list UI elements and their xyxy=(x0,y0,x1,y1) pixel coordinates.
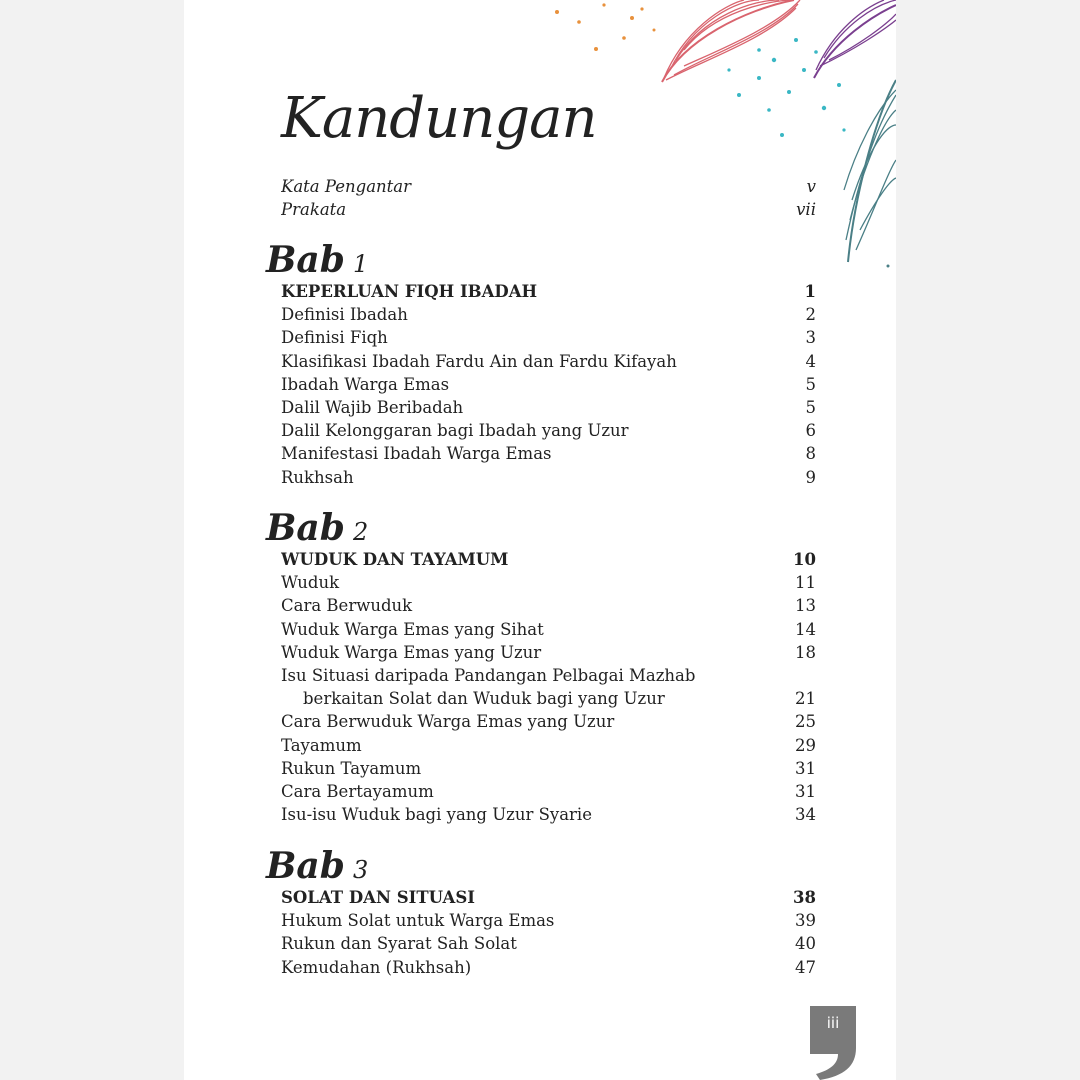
toc-entry xyxy=(281,909,816,932)
toc-entry-page: 31 xyxy=(795,758,816,778)
toc-entry xyxy=(281,571,816,594)
toc-entry xyxy=(281,396,816,419)
toc-entry-page: 1 xyxy=(804,282,816,301)
chapter-heading xyxy=(281,548,816,571)
toc-entry-label: Rukun dan Syarat Sah Solat xyxy=(281,934,517,954)
toc-entry-page: 8 xyxy=(805,444,816,464)
toc-entry xyxy=(281,303,816,326)
toc-entry-label: Ibadah Warga Emas xyxy=(281,374,450,394)
toc-entry xyxy=(281,419,816,442)
chapter-number: 3 xyxy=(352,856,369,884)
book-page xyxy=(184,0,896,1080)
chapter-number: 1 xyxy=(352,250,369,278)
chapter-label xyxy=(266,508,368,552)
toc-entry-label: berkaitan Solat dan Wuduk bagi yang Uzur xyxy=(303,689,665,709)
toc-entry xyxy=(281,757,816,780)
toc-entry-page: 47 xyxy=(795,957,816,977)
toc-entry-label: Tayamum xyxy=(281,735,362,755)
toc-entry xyxy=(281,618,816,641)
toc-entry-page: 2 xyxy=(805,305,816,325)
toc-entry-label: Definisi Fiqh xyxy=(281,328,388,348)
toc-entry-label: Kemudahan (Rukhsah) xyxy=(281,957,472,977)
toc-entry-label: KEPERLUAN FIQH IBADAH xyxy=(281,282,538,301)
toc-entry-label: Definisi Ibadah xyxy=(281,305,408,325)
toc-entry-label: Prakata xyxy=(281,200,347,220)
toc-entry-page: 21 xyxy=(795,689,816,709)
toc-entry-page: 25 xyxy=(795,712,816,732)
toc-entry-page: 5 xyxy=(805,398,816,417)
toc-entry-label: Manifestasi Ibadah Warga Emas xyxy=(281,444,552,464)
toc-entry xyxy=(281,932,816,955)
toc-entry-page: 11 xyxy=(795,573,816,593)
toc-entry-label: Cara Bertayamum xyxy=(281,782,434,801)
toc-entry-page: 3 xyxy=(805,328,816,348)
toc-entry-label: Cara Berwuduk Warga Emas yang Uzur xyxy=(281,712,615,732)
toc-entry-page: 40 xyxy=(795,934,816,954)
chapter-label xyxy=(266,846,368,890)
toc-entry xyxy=(281,780,816,803)
toc-entry-label: Cara Berwuduk xyxy=(281,596,413,616)
toc-entry-label: Hukum Solat untuk Warga Emas xyxy=(281,911,555,931)
toc-entry xyxy=(281,664,816,687)
toc-entry-page: 39 xyxy=(795,911,816,931)
chapter-label xyxy=(266,240,368,284)
toc-entry xyxy=(281,350,816,373)
toc-entry xyxy=(281,594,816,617)
toc-entry-page: 4 xyxy=(805,351,816,371)
toc-entry xyxy=(281,466,816,489)
toc-entry-label: Dalil Wajib Beribadah xyxy=(281,398,464,417)
toc-entry-page: 14 xyxy=(795,619,816,639)
chapter-number: 2 xyxy=(352,518,369,546)
toc-entry-label: Wuduk xyxy=(281,573,340,593)
front-matter-entry xyxy=(281,198,816,221)
toc-entry-page: 6 xyxy=(805,421,816,441)
toc-entry-page: 18 xyxy=(795,642,816,662)
toc-entry xyxy=(281,803,816,826)
toc-entry-page: 38 xyxy=(793,888,816,907)
toc-entry-label: Dalil Kelonggaran bagi Ibadah yang Uzur xyxy=(281,421,629,441)
toc-entry-label: Rukhsah xyxy=(281,467,354,487)
toc-entry-label: Isu Situasi daripada Pandangan Pelbagai Mazhab xyxy=(281,666,696,685)
front-matter-entry xyxy=(281,175,816,198)
toc-entry-page: 9 xyxy=(805,467,816,487)
chapter-word: Bab xyxy=(266,507,345,549)
chapter-heading xyxy=(281,886,816,909)
toc-entry-label: SOLAT DAN SITUASI xyxy=(281,888,475,907)
toc-entry xyxy=(281,956,816,979)
chapter-word: Bab xyxy=(266,845,345,887)
toc-entry-label: Wuduk Warga Emas yang Sihat xyxy=(281,619,544,639)
toc-entry xyxy=(281,373,816,396)
toc-entry-label: Kata Pengantar xyxy=(281,177,412,196)
toc-entry-label: Klasifikasi Ibadah Fardu Ain dan Fardu Kifayah xyxy=(281,351,677,371)
toc-entry-page: vii xyxy=(796,200,816,220)
toc-entry xyxy=(281,442,816,465)
toc-entry-page: 13 xyxy=(795,596,816,616)
page-number: iii xyxy=(826,1014,840,1032)
toc-entry-page: 31 xyxy=(795,782,816,801)
toc-entry xyxy=(281,734,816,757)
page-title: Kandungan xyxy=(281,86,597,151)
toc-entry-page: v xyxy=(806,177,816,196)
toc-entry xyxy=(281,710,816,733)
toc-entry-page: 34 xyxy=(795,805,816,825)
toc-entry-page: 10 xyxy=(793,550,816,569)
toc-entry-label: WUDUK DAN TAYAMUM xyxy=(281,550,509,569)
chapter-word: Bab xyxy=(266,239,345,281)
toc-entry xyxy=(281,687,816,710)
toc-entry-page: 5 xyxy=(805,374,816,394)
toc-entry-label: Rukun Tayamum xyxy=(281,758,422,778)
toc-entry-page: 29 xyxy=(795,735,816,755)
toc-entry xyxy=(281,326,816,349)
toc-entry xyxy=(281,641,816,664)
chapter-heading xyxy=(281,280,816,303)
toc-entry-label: Isu-isu Wuduk bagi yang Uzur Syarie xyxy=(281,805,592,825)
toc-entry-label: Wuduk Warga Emas yang Uzur xyxy=(281,642,542,662)
